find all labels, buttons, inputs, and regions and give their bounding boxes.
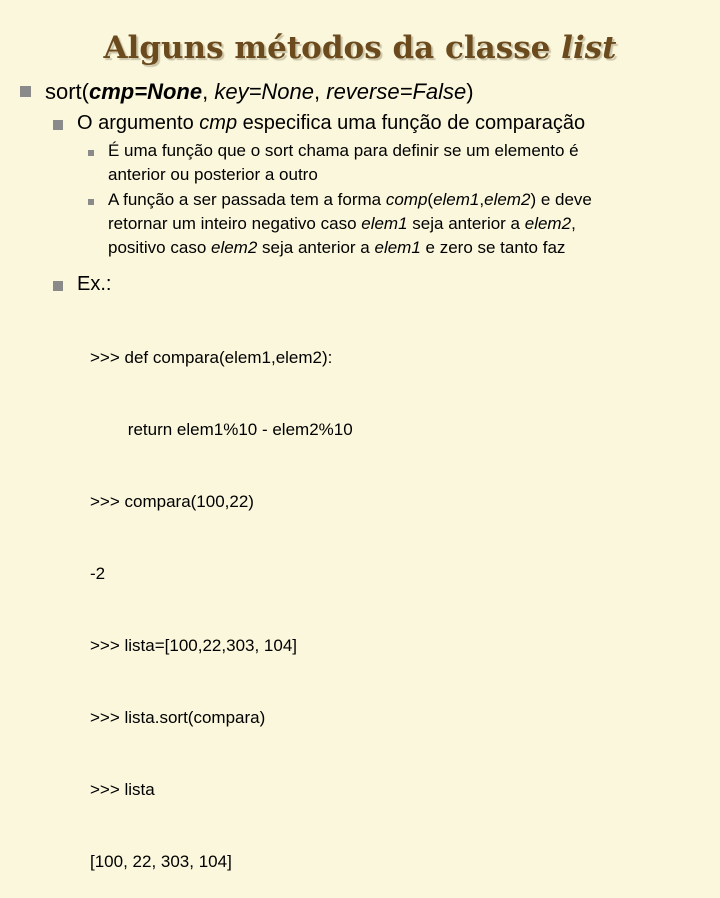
comp-text: , bbox=[571, 214, 576, 233]
bullet-sort-signature bbox=[45, 79, 474, 105]
sort-arg-reverse: reverse=False bbox=[326, 79, 467, 104]
sort-sep-1: , bbox=[202, 79, 215, 104]
comp-text: , bbox=[479, 190, 485, 209]
code-line: >>> lista.sort(compara) bbox=[90, 708, 266, 727]
bullet-square-icon bbox=[20, 86, 31, 97]
comp-emph: elem1 bbox=[433, 190, 480, 209]
definition-line-2: anterior ou posterior a outro bbox=[108, 165, 318, 184]
bullet-square-icon bbox=[53, 281, 63, 291]
comp-emph: elem1 bbox=[361, 214, 408, 233]
code-line: >>> def compara(elem1,elem2): bbox=[90, 348, 333, 367]
sub-bullet-comp-form bbox=[108, 188, 592, 260]
comp-form-line-1 bbox=[108, 188, 592, 212]
comp-text: seja anterior a bbox=[407, 214, 525, 233]
comp-text: positivo caso bbox=[108, 238, 211, 257]
comp-text: A função a ser passada tem a forma bbox=[108, 190, 386, 209]
code-example bbox=[90, 298, 353, 898]
comp-text: retornar um inteiro negativo caso bbox=[108, 214, 362, 233]
comp-emph: elem2 bbox=[211, 238, 258, 257]
bullet-cmp-argument bbox=[77, 112, 585, 135]
code-line: [100, 22, 303, 104] bbox=[90, 852, 232, 871]
comp-text: ) e deve bbox=[530, 190, 592, 209]
sort-arg-key: key=None bbox=[214, 79, 315, 104]
code-line: -2 bbox=[90, 564, 106, 583]
bullet-square-icon bbox=[88, 150, 94, 156]
comp-form-line-3 bbox=[108, 236, 592, 260]
code-line: >>> lista bbox=[90, 780, 155, 799]
slide-title-emphasis: list bbox=[561, 30, 617, 66]
definition-line-1: É uma função que o sort chama para definir se um elemento é bbox=[108, 141, 579, 160]
cmp-argument-emph: cmp bbox=[199, 112, 238, 134]
sort-fn-name: sort( bbox=[45, 79, 89, 104]
code-line: return elem1%10 - elem2%10 bbox=[90, 420, 353, 439]
comp-text: seja anterior a bbox=[257, 238, 375, 257]
comp-form-line-2 bbox=[108, 212, 592, 236]
slide-title bbox=[0, 30, 720, 66]
bullet-square-icon bbox=[88, 199, 94, 205]
comp-emph: elem2 bbox=[484, 190, 531, 209]
comp-emph: comp bbox=[385, 190, 428, 209]
bullet-example-label: Ex.: bbox=[77, 273, 112, 295]
code-line: >>> compara(100,22) bbox=[90, 492, 254, 511]
cmp-argument-post: especifica uma função de comparação bbox=[237, 112, 586, 134]
comp-emph: elem2 bbox=[524, 214, 572, 233]
bullet-square-icon bbox=[53, 120, 63, 130]
comp-text: e zero se tanto faz bbox=[420, 238, 566, 257]
sub-bullet-definition bbox=[108, 139, 579, 187]
sort-arg-cmp: cmp=None bbox=[89, 79, 203, 104]
cmp-argument-pre: O argumento bbox=[77, 112, 200, 134]
slide-title-text: Alguns métodos da classe bbox=[103, 30, 562, 66]
comp-emph: elem1 bbox=[374, 238, 421, 257]
code-line: >>> lista=[100,22,303, 104] bbox=[90, 636, 298, 655]
comp-text: ( bbox=[427, 190, 434, 209]
sort-sep-2: , bbox=[314, 79, 327, 104]
sort-close-paren: ) bbox=[466, 79, 474, 104]
